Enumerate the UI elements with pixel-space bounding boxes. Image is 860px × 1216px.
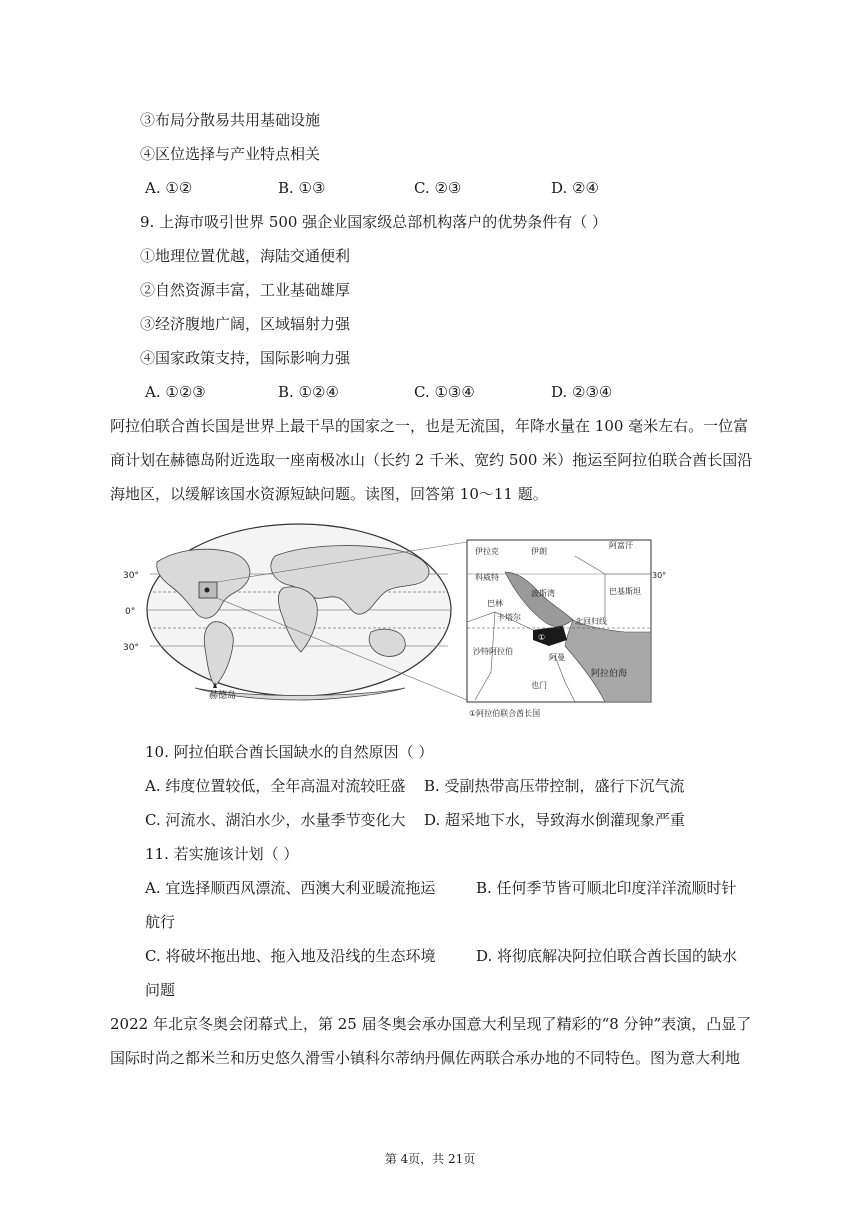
q8-option-d: D. ②④ (551, 179, 599, 197)
label-iraq: 伊拉克 (475, 547, 499, 556)
label-kuwait: 科威特 (475, 573, 499, 582)
q9-item-1: ①地理位置优越，海陆交通便利 (140, 247, 351, 265)
label-bahrain: 巴林 (487, 599, 503, 608)
passage2-line-2: 国际时尚之都米兰和历史悠久滑雪小镇科尔蒂纳丹佩佐两联合承办地的不同特色。图为意大利地 (110, 1049, 741, 1067)
world-map-figure (123, 522, 667, 720)
q11-option-d: D. 将彻底解决阿拉伯联合酋长国的缺水 (476, 947, 738, 965)
q9-item-3: ③经济腹地广阔，区域辐射力强 (140, 315, 351, 333)
label-yemen: 也门 (531, 681, 547, 690)
q8-option-c: C. ②③ (414, 179, 462, 197)
label-qatar: 卡塔尔 (497, 613, 521, 622)
q10-stem: 10. 阿拉伯联合酋长国缺水的自然原因（ ） (145, 743, 434, 761)
q9-option-c: C. ①③④ (414, 383, 475, 401)
label-pakistan: 巴基斯坦 (609, 587, 641, 596)
q11-option-c: C. 将破坏拖出地、拖入地及沿线的生态环境 (145, 947, 436, 965)
q9-item-2: ②自然资源丰富，工业基础雄厚 (140, 281, 351, 299)
q9-option-d: D. ②③④ (551, 383, 613, 401)
q11-stem: 11. 若实施该计划（ ） (145, 845, 299, 863)
label-iran: 伊朗 (531, 547, 547, 556)
inset-map (467, 540, 666, 718)
heard-island-label: 赫德岛 (209, 691, 237, 701)
lat-label-30s: 30° (123, 643, 139, 653)
uae-marker: ① (538, 633, 546, 642)
lat-label-30n: 30° (123, 571, 139, 581)
q11-option-b: B. 任何季节皆可顺北印度洋洋流顺时针 (476, 879, 737, 897)
label-tropic: 北回归线 (575, 617, 607, 626)
q10-option-a: A. 纬度位置较低，全年高温对流较旺盛 (145, 777, 406, 795)
label-oman: 阿曼 (549, 653, 565, 662)
q8-item-3: ③布局分散易共用基础设施 (140, 111, 321, 129)
q8-item-4: ④区位选择与产业特点相关 (140, 145, 321, 163)
q9-item-4: ④国家政策支持，国际影响力强 (140, 349, 351, 367)
inset-caption: ①阿拉伯联合酋长国 (469, 709, 541, 718)
q11-option-b-cont: 航行 (145, 913, 176, 931)
q9-option-b: B. ①②④ (278, 383, 339, 401)
label-saudi: 沙特阿拉伯 (473, 647, 513, 656)
lat-label-0: 0° (125, 607, 136, 617)
passage1-line-3: 海地区，以缓解该国水资源短缺问题。读图，回答第 10～11 题。 (110, 485, 548, 503)
label-arabian-sea: 阿拉伯海 (591, 669, 628, 679)
q8-option-b: B. ①③ (278, 179, 326, 197)
q10-option-c: C. 河流水、湖泊水少，水量季节变化大 (145, 811, 406, 829)
world-map (123, 524, 467, 701)
q9-stem: 9. 上海市吸引世界 500 强企业国家级总部机构落户的优势条件有（ ） (140, 213, 608, 231)
passage1-line-2: 商计划在赫德岛附近选取一座南极冰山（长约 2 千米、宽约 500 米）拖运至阿拉伯联合酋长国沿 (110, 451, 753, 469)
passage2-line-1: 2022 年北京冬奥会闭幕式上，第 25 届冬奥会承办国意大利呈现了精彩的“8 分钟”表演，凸显了 (110, 1015, 752, 1033)
q10-option-b: B. 受副热带高压带控制，盛行下沉气流 (424, 777, 685, 795)
map-svg (123, 522, 667, 720)
q9-option-a: A. ①②③ (145, 383, 206, 401)
q10-option-d: D. 超采地下水，导致海水倒灌现象严重 (424, 811, 686, 829)
q11-option-d-cont: 问题 (145, 981, 176, 999)
q8-option-a: A. ①② (145, 179, 193, 197)
q11-option-a: A. 宜选择顺西风漂流、西澳大利亚暖流拖运 (145, 879, 436, 897)
page-footer: 第 4页，共 21页 (384, 1152, 476, 1166)
label-afghanistan: 阿富汗 (609, 541, 633, 550)
inset-lat-label-30: 30° (652, 571, 667, 580)
passage1-line-1: 阿拉伯联合酋长国是世界上最干旱的国家之一，也是无流国，年降水量在 100 毫米左右。一位富 (110, 417, 749, 435)
label-persian-gulf: 波斯湾 (531, 589, 555, 598)
